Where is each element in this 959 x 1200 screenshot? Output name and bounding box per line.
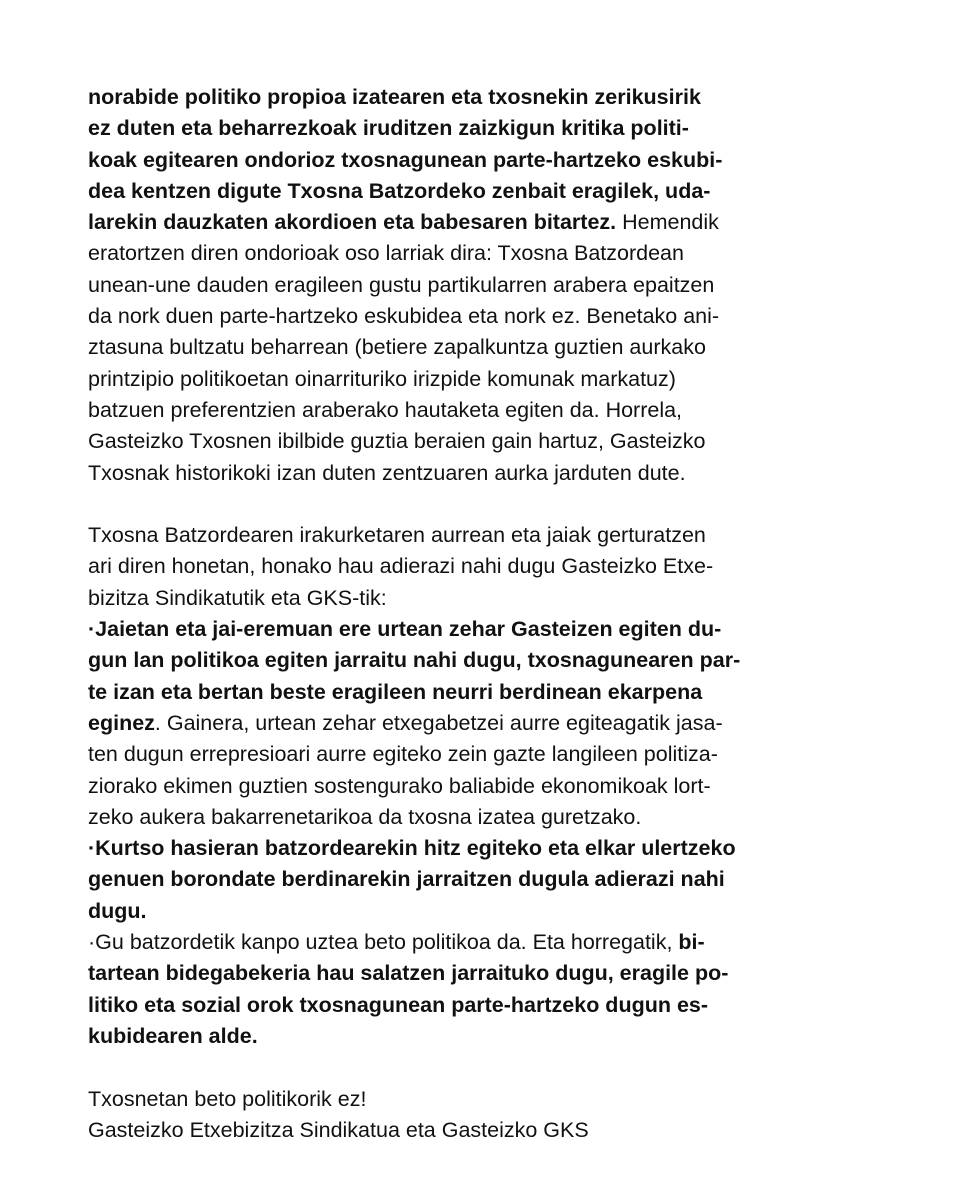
regular-text: Txosna Batzordearen irakurketaren aurrean eta jaiak gerturatzen [88,523,706,548]
regular-text: ·Gu batzordetik kanpo uztea beto politikoa da. Eta horregatik, [88,930,679,955]
regular-text: Gasteizko Etxebizitza Sindikatua eta Gasteizko GKS [88,1117,589,1142]
text-line [88,1084,878,1115]
text-line [88,677,878,708]
paragraph-declaration [88,520,878,1052]
regular-text: Gasteizko Txosnen ibilbide guztia beraien gain hartuz, Gasteizko [88,429,706,454]
bold-text: larekin dauzkaten akordioen eta babesaren bitartez. [88,210,617,235]
text-line [88,301,878,332]
regular-text: ten dugun errepresioari aurre egiteko zein gazte langileen politiza- [88,742,718,767]
bold-text: litiko eta sozial orok txosnagunean parte-hartzeko dugun es- [88,992,709,1017]
regular-text: da nork duen parte-hartzeko eskubidea eta nork ez. Benetako ani- [88,304,720,329]
text-line [88,771,878,802]
bold-text: ez duten eta beharrezkoak iruditzen zaizkigun kritika politi- [88,116,689,141]
text-line [88,1115,878,1146]
text-line [88,708,878,739]
regular-text: ari diren honetan, honako hau adierazi nahi dugu Gasteizko Etxe- [88,554,714,579]
bold-text: dea kentzen digute Txosna Batzordeko zenbait eragilek, uda- [88,178,711,203]
regular-text: ztasuna bultzatu beharrean (betiere zapalkuntza guztien aurkako [88,335,706,360]
text-line [88,332,878,363]
text-line [88,520,878,551]
bold-text: ·Kurtso hasieran batzordearekin hitz egiteko eta elkar ulertzeko [88,836,736,861]
regular-text: bizitza Sindikatutik eta GKS-tik: [88,585,387,610]
regular-text: batzuen preferentzien araberako hautaketa egiten da. Horrela, [88,397,683,422]
bold-text: eginez [88,710,155,735]
text-line [88,364,878,395]
text-line [88,207,878,238]
text-line [88,426,878,457]
text-line [88,551,878,582]
bold-text: bi- [678,930,705,955]
bold-text: ·Jaietan eta jai-eremuan ere urtean zehar Gasteizen egiten du- [88,617,722,642]
text-line [88,927,878,958]
bold-text: te izan eta bertan beste eragileen neurri berdinean ekarpena [88,679,703,704]
paragraph-spacer [88,1052,878,1083]
paragraph-veto-context [88,82,878,489]
bold-text: gun lan politikoa egiten jarraitu nahi dugu, txosnagunearen par- [88,648,741,673]
regular-text: ziorako ekimen guztien sostengurako baliabide ekonomikoak lort- [88,773,711,798]
text-line [88,645,878,676]
regular-text: Hemendik [616,210,719,235]
text-line [88,614,878,645]
bold-text: norabide politiko propioa izatearen eta txosnekin zerikusirik [88,85,701,109]
statement-document [88,82,878,1146]
text-line [88,82,878,113]
text-line [88,176,878,207]
text-line [88,145,878,176]
paragraph-spacer [88,489,878,520]
text-line [88,270,878,301]
closing-signature [88,1084,878,1147]
text-line [88,1021,878,1052]
bold-text: genuen borondate berdinarekin jarraitzen dugula adierazi nahi [88,867,725,892]
regular-text: Txosnetan beto politikorik ez! [88,1086,367,1111]
text-line [88,739,878,770]
text-line [88,395,878,426]
text-line [88,896,878,927]
regular-text: . Gainera, urtean zehar etxegabetzei aurre egiteagatik jasa- [154,710,723,735]
bold-text: dugu. [88,898,147,923]
text-line [88,583,878,614]
text-line [88,458,878,489]
text-line [88,958,878,989]
text-line [88,864,878,895]
regular-text: printzipio politikoetan oinarrituriko irizpide komunak markatuz) [88,366,676,391]
text-line [88,113,878,144]
regular-text: zeko aukera bakarrenetarikoa da txosna izatea guretzako. [88,804,642,829]
regular-text: Txosnak historikoki izan duten zentzuaren aurka jarduten dute. [88,460,686,485]
text-line [88,802,878,833]
bold-text: tartean bidegabekeria hau salatzen jarraituko dugu, eragile po- [88,961,729,986]
text-line [88,990,878,1021]
text-line [88,238,878,269]
bold-text: koak egitearen ondorioz txosnagunean parte-hartzeko eskubi- [88,147,723,172]
bold-text: kubidearen alde. [88,1023,258,1048]
regular-text: eratortzen diren ondorioak oso larriak dira: Txosna Batzordean [88,241,684,266]
text-line [88,833,878,864]
regular-text: unean-une dauden eragileen gustu partikularren arabera epaitzen [88,272,715,297]
